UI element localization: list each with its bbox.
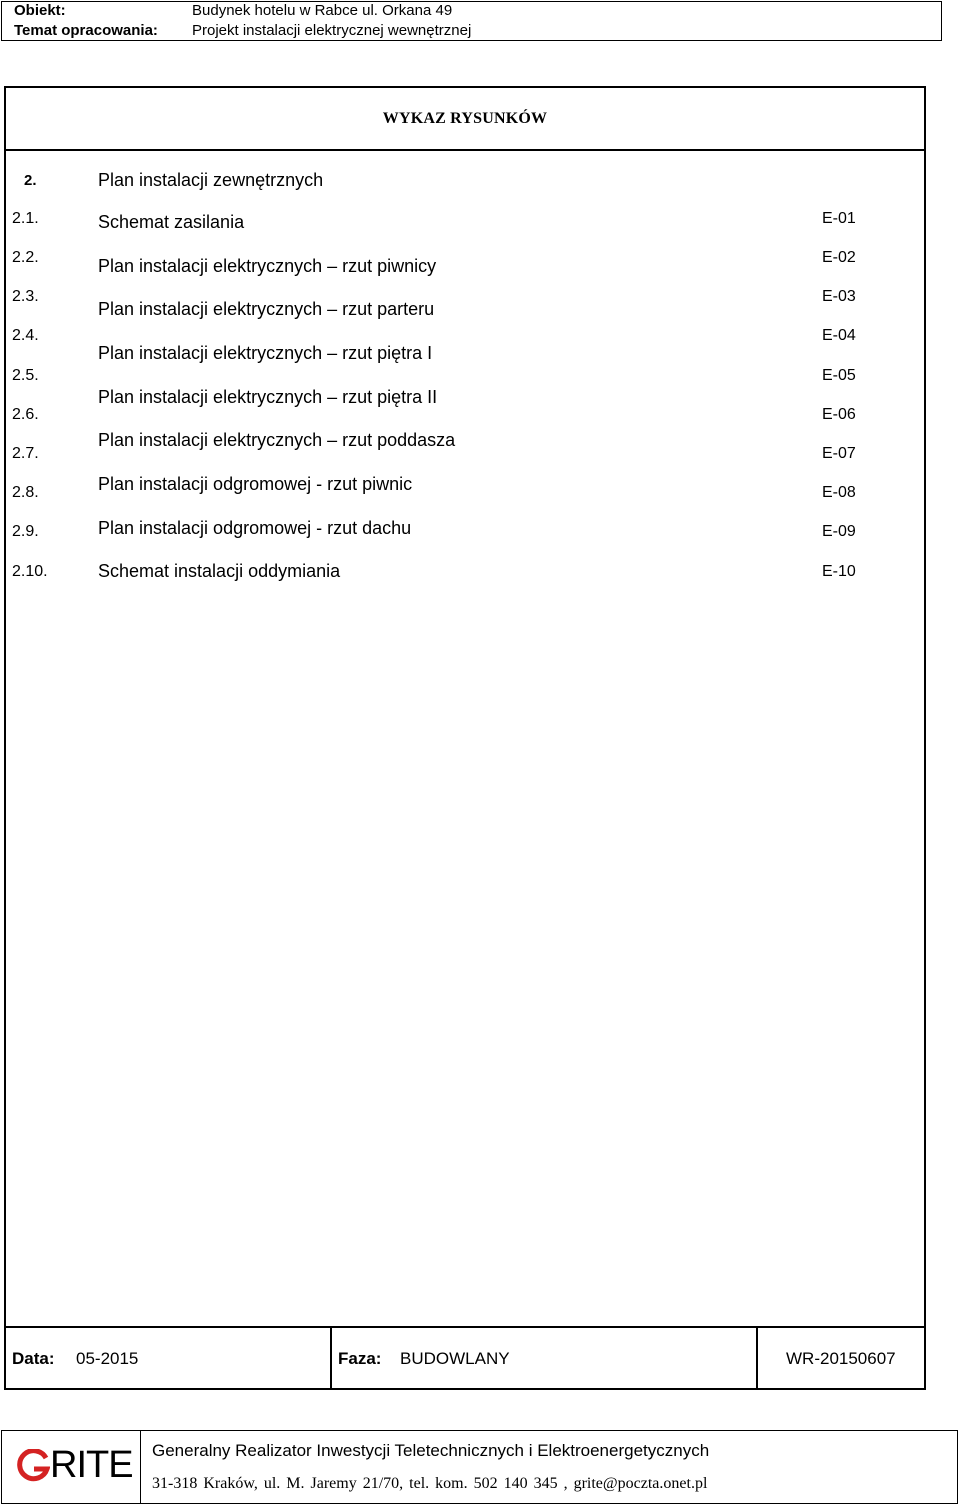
logo-text: RITE	[50, 1444, 133, 1486]
object-value: Budynek hotelu w Rabce ul. Orkana 49	[192, 2, 453, 19]
drawing-code: E-08	[822, 484, 856, 501]
drawing-number: 2.2.	[12, 249, 39, 266]
drawing-code: E-03	[822, 288, 856, 305]
drawing-code: E-04	[822, 327, 856, 344]
drawing-list-frame	[4, 86, 926, 1390]
drawing-name: Plan instalacji elektrycznych – rzut piętra I	[98, 343, 433, 363]
drawing-number: 2.7.	[12, 445, 39, 462]
grite-g-logo-icon	[16, 1449, 50, 1483]
doc-number-cell	[758, 1328, 924, 1390]
drawing-list	[6, 88, 924, 1288]
page-title: WYKAZ RYSUNKÓW	[382, 110, 548, 127]
object-label: Obiekt:	[14, 2, 66, 19]
drawing-number: 2.4.	[12, 327, 39, 344]
drawing-code: E-06	[822, 406, 856, 423]
drawing-number: 2.5.	[12, 367, 39, 384]
section-name: Plan instalacji zewnętrznych	[98, 170, 324, 190]
drawing-name: Plan instalacji elektrycznych – rzut piwnicy	[98, 256, 437, 276]
drawing-code: E-09	[822, 523, 856, 540]
date-label: Data:	[12, 1349, 55, 1368]
drawing-name: Plan instalacji odgromowej - rzut piwnic	[98, 474, 413, 494]
company-name: Generalny Realizator Inwestycji Teletechnicznych i Elektroenergetycznych	[152, 1441, 710, 1460]
drawing-number: 2.8.	[12, 484, 39, 501]
drawing-number: 2.1.	[12, 210, 39, 227]
company-address: 31-318 Kraków, ul. M. Jaremy 21/70, tel. kom. 502 140 345 , grite@poczta.onet.pl	[152, 1475, 708, 1492]
drawing-name: Plan instalacji elektrycznych – rzut poddasza	[98, 430, 456, 450]
drawing-number: 2.6.	[12, 406, 39, 423]
drawing-code: E-07	[822, 445, 856, 462]
drawing-code: E-02	[822, 249, 856, 266]
company-logo	[2, 1431, 141, 1503]
company-footer	[1, 1430, 958, 1504]
drawing-number: 2.9.	[12, 523, 39, 540]
drawing-code: E-10	[822, 563, 856, 580]
drawing-name: Plan instalacji elektrycznych – rzut parteru	[98, 299, 435, 319]
drawing-name: Plan instalacji odgromowej - rzut dachu	[98, 518, 412, 538]
section-number: 2.	[24, 172, 37, 189]
topic-value: Projekt instalacji elektrycznej wewnętrznej	[192, 22, 472, 39]
drawing-number: 2.3.	[12, 288, 39, 305]
document-header	[1, 1, 942, 41]
date-cell	[6, 1328, 332, 1390]
topic-label: Temat opracowania:	[14, 22, 158, 39]
doc-number: WR-20150607	[786, 1349, 896, 1368]
drawing-code: E-05	[822, 367, 856, 384]
drawing-name: Plan instalacji elektrycznych – rzut piętra II	[98, 387, 438, 407]
date-value: 05-2015	[76, 1349, 139, 1368]
drawing-name: Schemat instalacji oddymiania	[98, 561, 341, 581]
drawing-name: Schemat zasilania	[98, 212, 245, 232]
phase-cell	[332, 1328, 758, 1390]
drawing-number: 2.10.	[12, 563, 48, 580]
phase-label: Faza:	[338, 1349, 382, 1368]
phase-value: BUDOWLANY	[400, 1349, 510, 1368]
drawing-code: E-01	[822, 210, 856, 227]
document-info-row	[6, 1326, 924, 1390]
